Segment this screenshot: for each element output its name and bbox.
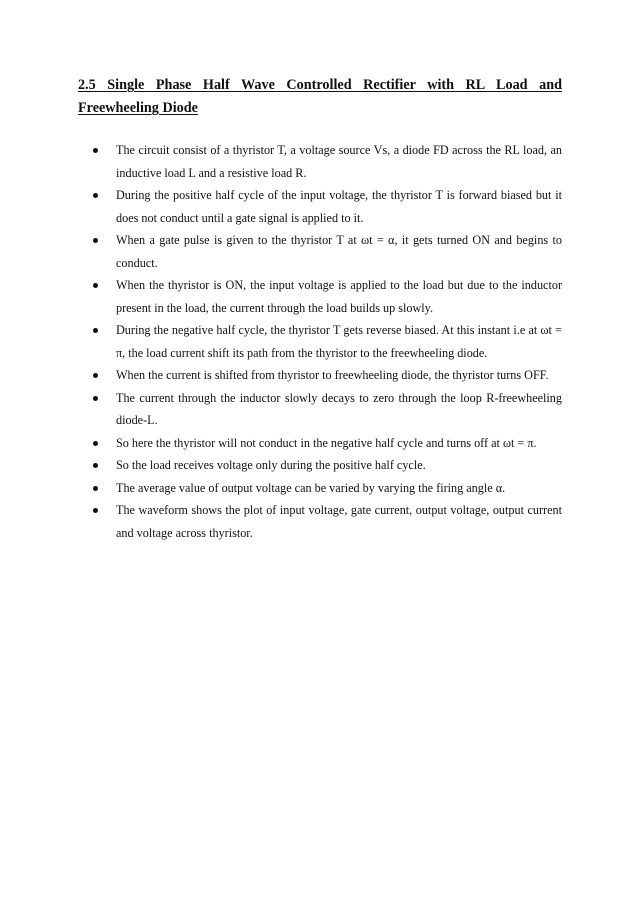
list-item-text: The average value of output voltage can be varied by varying the firing angle α. bbox=[116, 480, 506, 495]
section-heading bbox=[78, 74, 562, 120]
bullet-dot-icon bbox=[93, 486, 98, 491]
list-item-text: During the negative half cycle, the thyristor T gets reverse biased. At this instant i.e at ωt = π, the load current shift its path from the thyristor to the freewheeling diode. bbox=[116, 323, 562, 360]
list-item bbox=[78, 364, 562, 387]
list-item bbox=[78, 387, 562, 432]
bullet-dot-icon bbox=[93, 463, 98, 468]
bullet-dot-icon bbox=[93, 283, 98, 288]
list-item bbox=[78, 432, 562, 455]
list-item bbox=[78, 274, 562, 319]
list-item bbox=[78, 229, 562, 274]
list-item bbox=[78, 184, 562, 229]
list-item-text: During the positive half cycle of the input voltage, the thyristor T is forward biased but it does not conduct until a gate signal is applied to it. bbox=[116, 188, 562, 225]
bullet-dot-icon bbox=[93, 193, 98, 198]
document-page bbox=[78, 74, 562, 544]
bullet-dot-icon bbox=[93, 508, 98, 513]
list-item bbox=[78, 454, 562, 477]
list-item bbox=[78, 139, 562, 184]
bullet-dot-icon bbox=[93, 373, 98, 378]
list-item-text: The current through the inductor slowly decays to zero through the loop R-freewheeling diode-L. bbox=[116, 390, 562, 427]
bullet-dot-icon bbox=[93, 238, 98, 243]
bullet-dot-icon bbox=[93, 441, 98, 446]
bullet-dot-icon bbox=[93, 396, 98, 401]
section-heading-text: 2.5 Single Phase Half Wave Controlled Rectifier with RL Load and Freewheeling Diode bbox=[78, 77, 562, 116]
list-item-text: When a gate pulse is given to the thyristor T at ωt = α, it gets turned ON and begins to conduct. bbox=[116, 233, 562, 270]
list-item-text: When the thyristor is ON, the input voltage is applied to the load but due to the inductor present in the load, the current through the load builds up slowly. bbox=[116, 278, 562, 315]
list-item bbox=[78, 319, 562, 364]
list-item-text: So the load receives voltage only during the positive half cycle. bbox=[116, 458, 426, 472]
list-item-text: So here the thyristor will not conduct in the negative half cycle and turns off at ωt = π. bbox=[116, 435, 537, 450]
bullet-dot-icon bbox=[93, 328, 98, 333]
list-item-text: The waveform shows the plot of input voltage, gate current, output voltage, output current and voltage across thyristor. bbox=[116, 503, 562, 540]
bullet-list bbox=[78, 139, 562, 544]
list-item-text: The circuit consist of a thyristor T, a voltage source Vs, a diode FD across the RL load, an inductive load L and a resistive load R. bbox=[116, 143, 562, 180]
list-item-text: When the current is shifted from thyristor to freewheeling diode, the thyristor turns OFF. bbox=[116, 368, 549, 382]
bullet-dot-icon bbox=[93, 148, 98, 153]
list-item bbox=[78, 499, 562, 544]
list-item bbox=[78, 477, 562, 500]
